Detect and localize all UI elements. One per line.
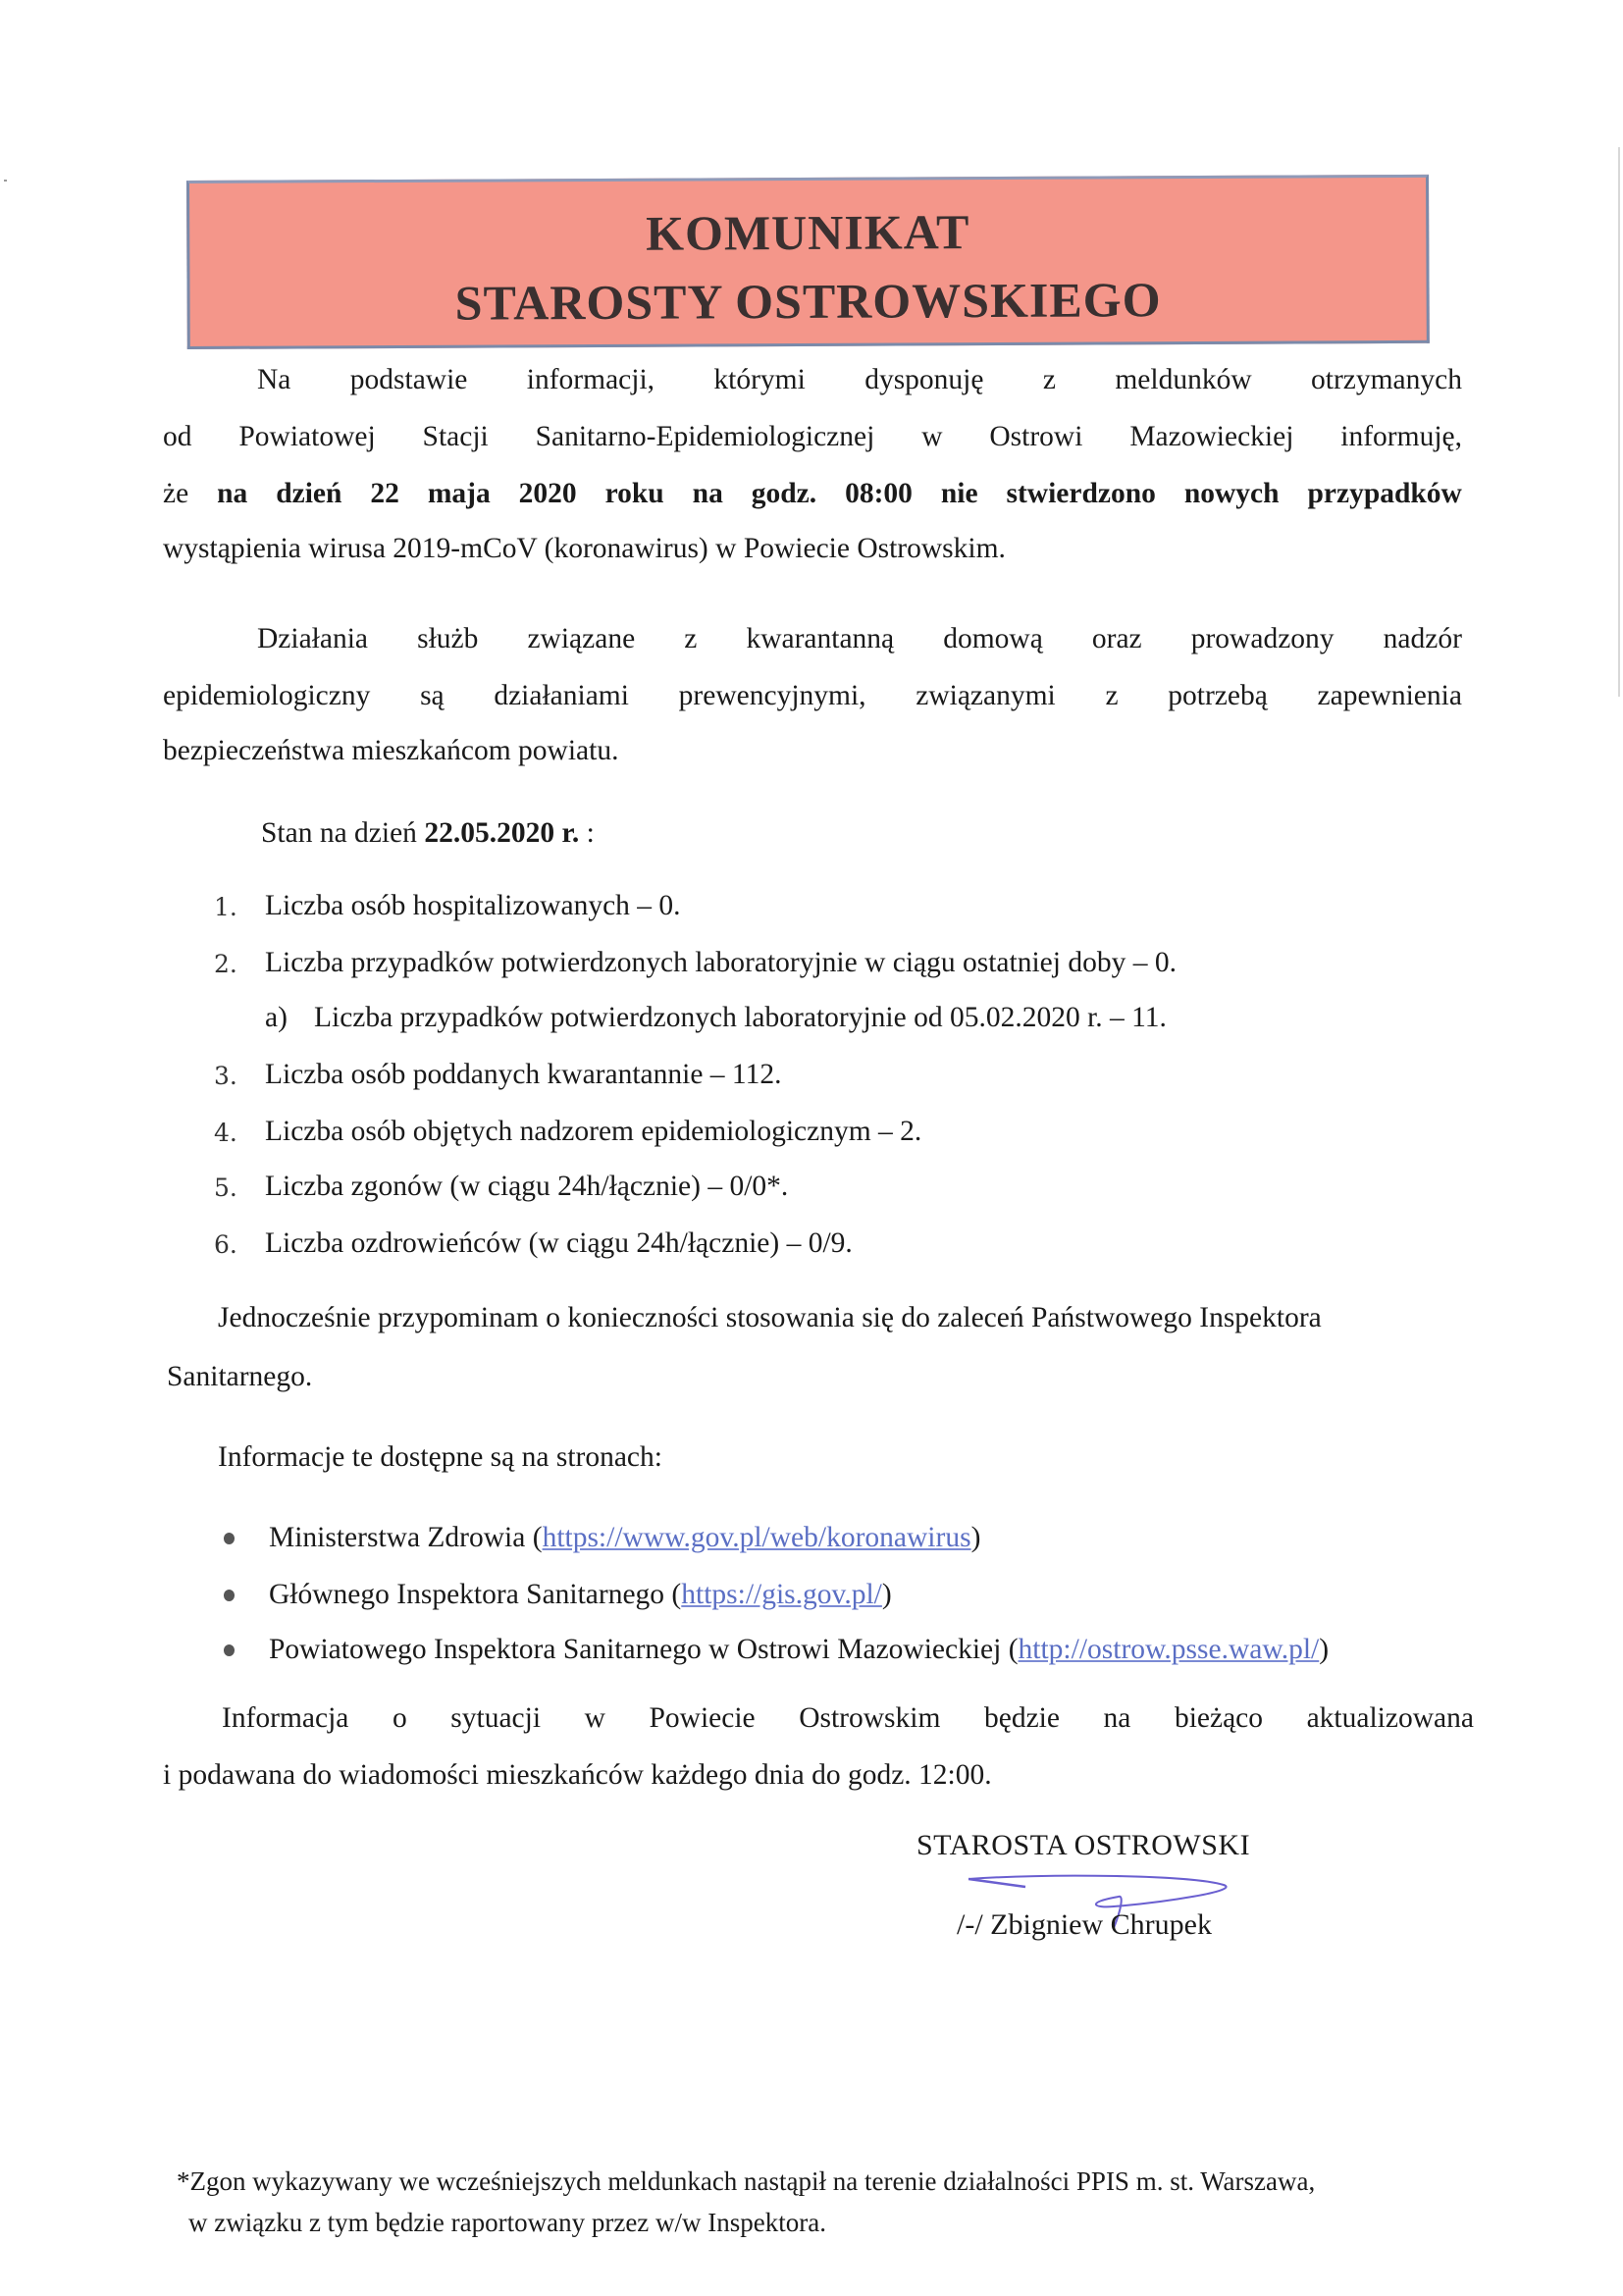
word: otrzymanych — [1311, 364, 1462, 395]
word: prowadzony — [1190, 623, 1335, 654]
bold-word: nowych — [1183, 478, 1280, 509]
link-gis[interactable]: https://gis.gov.pl/ — [681, 1579, 882, 1610]
word: nadzór — [1383, 623, 1462, 654]
word: na — [1103, 1702, 1131, 1734]
reminder-line-1: Jednocześnie przypominam o konieczności stosowania się do zaleceń Państwowego Inspektora — [218, 1302, 1322, 1333]
word: będzie — [983, 1702, 1060, 1734]
word: bieżąco — [1174, 1702, 1264, 1734]
word: epidemiologiczny — [163, 680, 371, 711]
bold-word: roku — [604, 478, 664, 509]
footnote-line-2: w związku z tym będzie raportowany przez w/w Inspektora. — [188, 2208, 826, 2237]
word: Sanitarno-Epidemiologicznej — [535, 421, 875, 452]
update-line-1 — [222, 1696, 1474, 1741]
link-ministry[interactable]: https://www.gov.pl/web/koronawirus — [542, 1522, 971, 1553]
source-item-psse — [269, 1627, 1329, 1672]
word: Powiecie — [649, 1702, 756, 1734]
signature-title: STAROSTA OSTROWSKI — [916, 1829, 1251, 1861]
list-number: 2. — [214, 950, 237, 978]
word: informacji, — [526, 364, 655, 395]
header-title: KOMUNIKAT — [645, 204, 970, 261]
status-prefix: Stan na dzień — [261, 817, 425, 849]
word: związane — [527, 623, 636, 654]
list-number: 4. — [214, 1119, 237, 1147]
word: Powiatowej — [238, 421, 376, 452]
header-banner — [186, 175, 1430, 349]
bold-word: przypadków — [1307, 478, 1462, 509]
list-number: 6. — [214, 1230, 237, 1259]
list-number: 5. — [214, 1174, 237, 1202]
bold-word: stwierdzono — [1006, 478, 1156, 509]
word: związanymi — [916, 680, 1056, 711]
word: potrzebą — [1168, 680, 1268, 711]
word: Mazowieckiej — [1129, 421, 1294, 452]
source-label: Powiatowego Inspektora Sanitarnego w Ostrowi Mazowieckiej ( — [269, 1634, 1019, 1665]
intro-line-3 — [163, 471, 1462, 516]
word: oraz — [1091, 623, 1142, 654]
word: Ostrowi — [989, 421, 1083, 452]
bullet-icon — [224, 1644, 235, 1656]
word: od — [163, 421, 192, 452]
word: działaniami — [494, 680, 629, 711]
word: meldunków — [1115, 364, 1252, 395]
word: Działania — [257, 623, 369, 654]
scan-edge-line — [1618, 147, 1620, 697]
word: z — [1105, 680, 1119, 711]
actions-line-3: bezpieczeństwa mieszkańcom powiatu. — [163, 735, 619, 766]
bold-word: 2020 — [518, 478, 577, 509]
stat-hospitalized: Liczba osób hospitalizowanych – 0. — [265, 890, 681, 921]
word: zapewnienia — [1317, 680, 1462, 711]
bold-word: nie — [940, 478, 978, 509]
reminder-line-2: Sanitarnego. — [167, 1361, 313, 1392]
bullet-icon — [224, 1590, 235, 1601]
intro-line-2 — [163, 414, 1462, 459]
actions-line-2 — [163, 673, 1462, 718]
list-number: 3. — [214, 1062, 237, 1090]
intro-line-4: wystąpienia wirusa 2019-mCoV (koronawirus) w Powiecie Ostrowskim. — [163, 533, 1006, 564]
word: kwarantanną — [746, 623, 895, 654]
word: Stacji — [422, 421, 489, 452]
word: aktualizowana — [1306, 1702, 1474, 1734]
sources-intro: Informacje te dostępne są na stronach: — [218, 1441, 662, 1473]
scan-artifact — [4, 180, 7, 182]
source-item-gis — [269, 1572, 892, 1617]
status-suffix: : — [579, 817, 595, 849]
word: prewencyjnymi, — [678, 680, 866, 711]
word: Na — [257, 364, 291, 395]
stat-confirmed-24h: Liczba przypadków potwierdzonych laboratoryjnie w ciągu ostatniej doby – 0. — [265, 947, 1177, 978]
footnote-line-1: *Zgon wykazywany we wcześniejszych meldunkach nastąpił na terenie działalności PPIS m. st. Warszawa, — [177, 2166, 1316, 2196]
bold-word: 22 — [370, 478, 399, 509]
list-letter: a) — [265, 1002, 288, 1033]
bold-word: na — [692, 478, 723, 509]
stat-deaths: Liczba zgonów (w ciągu 24h/łącznie) – 0/0*. — [265, 1171, 789, 1202]
bold-word: 08:00 — [845, 478, 913, 509]
word: sytuacji — [450, 1702, 542, 1734]
word: Informacja — [222, 1702, 349, 1734]
stat-quarantine: Liczba osób poddanych kwarantannie – 112. — [265, 1059, 782, 1090]
source-label: Ministerstwa Zdrowia ( — [269, 1522, 543, 1553]
word: Ostrowskim — [799, 1702, 941, 1734]
source-close: ) — [970, 1522, 981, 1553]
intro-line-1 — [257, 357, 1462, 402]
word: informuję, — [1340, 421, 1462, 452]
word: o — [392, 1702, 407, 1734]
bold-word: na — [217, 478, 248, 509]
bold-word: maja — [427, 478, 491, 509]
bold-word: dzień — [276, 478, 342, 509]
status-date: 22.05.2020 r. — [424, 817, 580, 849]
actions-line-1 — [257, 616, 1462, 661]
word: z — [1042, 364, 1056, 395]
stat-surveillance: Liczba osób objętych nadzorem epidemiologicznym – 2. — [265, 1116, 922, 1147]
link-psse[interactable]: http://ostrow.psse.waw.pl/ — [1018, 1634, 1320, 1665]
word: służb — [417, 623, 479, 654]
list-number: 1. — [214, 893, 237, 921]
source-close: ) — [1319, 1634, 1330, 1665]
signature-name: /-/ Zbigniew Chrupek — [957, 1908, 1212, 1941]
status-date-line — [261, 810, 595, 856]
word: w — [584, 1702, 605, 1734]
word: podstawie — [349, 364, 468, 395]
bold-word: godz. — [751, 478, 817, 509]
header-subtitle: STAROSTY OSTROWSKIEGO — [454, 272, 1162, 331]
source-label: Głównego Inspektora Sanitarnego ( — [269, 1579, 682, 1610]
source-item-ministry — [269, 1515, 980, 1560]
word: są — [420, 680, 445, 711]
word: którymi — [713, 364, 806, 395]
word: z — [684, 623, 698, 654]
word: domową — [943, 623, 1043, 654]
word: dysponuję — [864, 364, 984, 395]
word: w — [921, 421, 943, 452]
update-line-2: i podawana do wiadomości mieszkańców każdego dnia do godz. 12:00. — [163, 1759, 992, 1791]
source-close: ) — [881, 1579, 892, 1610]
stat-confirmed-total: Liczba przypadków potwierdzonych laboratoryjnie od 05.02.2020 r. – 11. — [314, 1002, 1167, 1033]
bullet-icon — [224, 1533, 235, 1544]
stat-recovered: Liczba ozdrowieńców (w ciągu 24h/łącznie) – 0/9. — [265, 1227, 853, 1259]
intro-line-3-prefix: że — [163, 478, 189, 509]
